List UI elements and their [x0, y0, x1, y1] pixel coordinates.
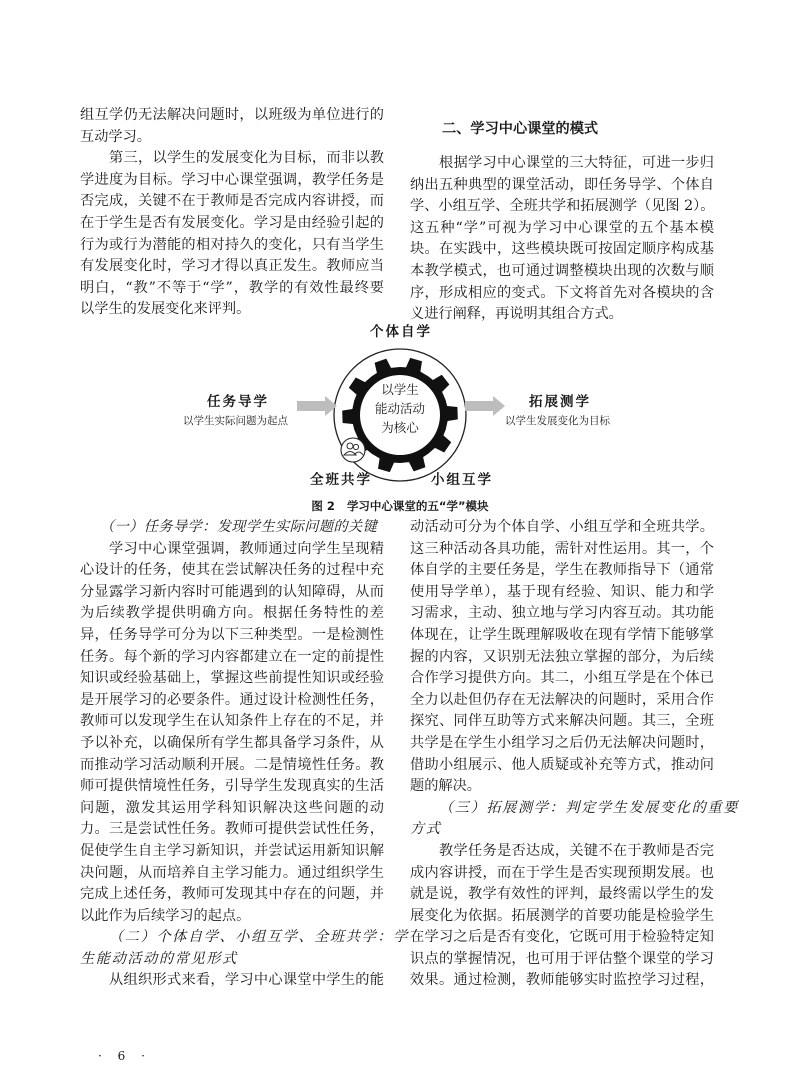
text-line: 组互学仍无法解决问题时，以班级为单位进行的: [80, 107, 384, 123]
text-line: 握的内容，又识别无法独立掌握的部分，为后续: [410, 648, 714, 665]
text-line: 根据学习中心课堂的三大特征，可进一步归: [439, 155, 714, 171]
text-line: 促使学生自主学习新知识，并尝试运用新知识解: [80, 842, 384, 859]
subsection-heading: 生能动活动的常见形式: [80, 950, 238, 967]
label-group-mutual-study: 小组互学: [431, 472, 493, 488]
text-line: 学、小组互学、全班共学和拓展测学（见图 2）。: [410, 198, 715, 215]
section-title: 二、学习中心课堂的模式: [442, 121, 599, 137]
figure-caption: [0, 498, 800, 514]
text-line: 在学习之后是否有变化，它既可用于检验特定知: [410, 929, 714, 946]
right-column-bottom: [410, 517, 739, 992]
text-line: 学进度为目标。学习中心课堂强调，教学任务是: [80, 171, 384, 188]
page-number: · 6 ·: [98, 1049, 151, 1063]
text-line: 教学任务是否达成，关键不在于教师是否完: [439, 842, 714, 859]
subsection-heading: （二）个体自学、小组互学、全班共学：学: [109, 929, 409, 946]
text-line: 序，形成相应的变式。下文将首先对各模块的含: [410, 284, 714, 301]
text-line: 识点的掌握情况，也可用于评估整个课堂的学习: [410, 950, 714, 967]
text-line: 题的解决。: [410, 778, 481, 795]
caption-text: 学习中心课堂的五“学”模块: [346, 499, 489, 513]
subsection-heading: 方式: [410, 821, 442, 838]
people-badge: [341, 438, 365, 462]
text-line: 义进行阐释，再说明其组合方式。: [410, 306, 623, 323]
text-line: 展变化为依据。拓展测学的首要功能是检验学生: [410, 907, 714, 924]
text-line: 使用导学单），基于现有经验、知识、能力和学: [410, 583, 714, 600]
text-line: 分显露学习新内容时可能遇到的认知障碍，从而: [80, 583, 384, 600]
text-line: 动活动可分为个体自学、小组互学和全班共学。: [410, 519, 714, 535]
subsection-heading: （三）拓展测学：判定学生发展变化的重要: [439, 799, 739, 816]
label-individual-self-study: 个体自学: [370, 324, 432, 340]
text-line: 为后续教学提供明确方向。根据任务特性的差: [80, 605, 384, 622]
label-whole-class-study: 全班共学: [310, 472, 372, 488]
text-line: 体现在，让学生既理解吸收在现有学情下能够掌: [410, 626, 714, 643]
arrow-right-icon: [465, 396, 505, 416]
text-line: 全力以赴但仍存在无法解决的问题时，采用合作: [410, 691, 714, 708]
text-line: 予以补充，以确保所有学生都具备学习条件，从: [80, 734, 384, 751]
text-line: 在于学生是否有发展变化。学习是由经验引起的: [80, 214, 384, 231]
text-line: 这五种“学”可视为学习中心课堂的五个基本模: [410, 219, 714, 236]
center-line: 以学生: [381, 382, 419, 397]
text-line: 有发展变化时，学习才得以真正发生。教师应当: [80, 258, 384, 275]
text-line: 块。在实践中，这些模块既可按固定顺序构成基: [410, 241, 714, 258]
figure-five-modules: [180, 318, 620, 518]
text-line: 知识或经验基础上，掌握这些前提性知识或经验: [80, 670, 384, 687]
caption-number: 图 2: [311, 499, 335, 513]
text-line: 师可提供情境性任务，引导学生发现真实的生活: [80, 778, 384, 795]
text-line: 是开展学习的必要条件。通过设计检测性任务，: [80, 691, 384, 708]
text-line: 成内容讲授，而在于学生是否实现预期发展。也: [410, 864, 714, 881]
center-line: 能动活动: [374, 401, 425, 416]
text-line: 明白，“教”不等于“学”，教学的有效性最终要: [80, 279, 384, 296]
text-line: 心设计的任务，使其在尝试解决任务的过程中充: [80, 562, 384, 579]
text-line: 任务。每个新的学习内容都建立在一定的前提性: [80, 648, 384, 665]
subsection-heading: （一）任务导学：发现学生实际问题的关键: [100, 519, 378, 535]
text-line: 问题，激发其运用学科知识解决这些问题的动: [80, 799, 384, 816]
text-line: 力。三是尝试性任务。教师可提供尝试性任务，: [80, 821, 384, 838]
center-line: 为核心: [381, 420, 419, 435]
right-column-top: [410, 119, 714, 326]
text-line: 而推动学习活动顺利开展。二是情境性任务。教: [80, 756, 384, 773]
left-column-bottom: [80, 517, 409, 992]
text-line: 探究、同伴互助等方式来解决问题。其三，全班: [410, 713, 714, 730]
text-line: 纳出五种典型的课堂活动，即任务导学、个体自: [410, 176, 714, 193]
label-extended-test-sub: 以学生发展变化为目标: [505, 415, 610, 427]
text-line: 这三种活动各具功能，需针对性运用。其一，个: [410, 540, 714, 557]
text-line: 就是说，教学有效性的评判，最终需以学生的发: [410, 886, 714, 903]
text-line: 从组织形式来看，学习中心课堂中学生的能: [109, 972, 384, 989]
left-column-top: [80, 105, 384, 321]
text-line: 完成上述任务，教师可发现其中存在的问题，并: [80, 886, 384, 903]
arrow-right-icon: [297, 396, 337, 416]
text-line: 教师可以发现学生在认知条件上存在的不足，并: [80, 713, 384, 730]
text-line: 以学生的发展变化来评判。: [80, 301, 251, 318]
text-line: 习需求，主动、独立地与学习内容互动。其功能: [410, 605, 714, 622]
text-line: 学习中心课堂强调，教师通过向学生呈现精: [109, 540, 384, 557]
center-text: [360, 380, 440, 437]
text-line: 否完成，关键不在于教师是否完成内容讲授，而: [80, 193, 384, 210]
text-line: 互动学习。: [80, 128, 151, 145]
text-line: 借助小组展示、他人质疑或补充等方式，推动问: [410, 756, 714, 773]
text-line: 合作学习提供方向。其二，小组互学是在个体已: [410, 670, 714, 687]
text-line: 异，任务导学可分为以下三种类型。一是检测性: [80, 626, 384, 643]
text-line: 本教学模式，也可通过调整模块出现的次数与顺: [410, 262, 714, 279]
label-task-guided-study: 任务导学: [207, 394, 269, 410]
text-line: 体自学的主要任务是，学生在教师指导下（通常: [410, 562, 714, 579]
text-line: 决问题，从而培养自主学习能力。通过组织学生: [80, 864, 384, 881]
text-line: 效果。通过检测，教师能够实时监控学习过程，: [410, 972, 714, 989]
text-line: 以此作为后续学习的起点。: [80, 907, 251, 924]
label-extended-test-study: 拓展测学: [529, 394, 591, 410]
text-line: 第三，以学生的发展变化为目标，而非以教: [109, 150, 384, 167]
text-line: 共学是在学生小组学习之后仍无法解决问题时，: [410, 734, 714, 751]
label-task-guided-sub: 以学生实际问题为起点: [183, 415, 288, 427]
text-line: 行为或行为潜能的相对持久的变化，只有当学生: [80, 236, 384, 253]
